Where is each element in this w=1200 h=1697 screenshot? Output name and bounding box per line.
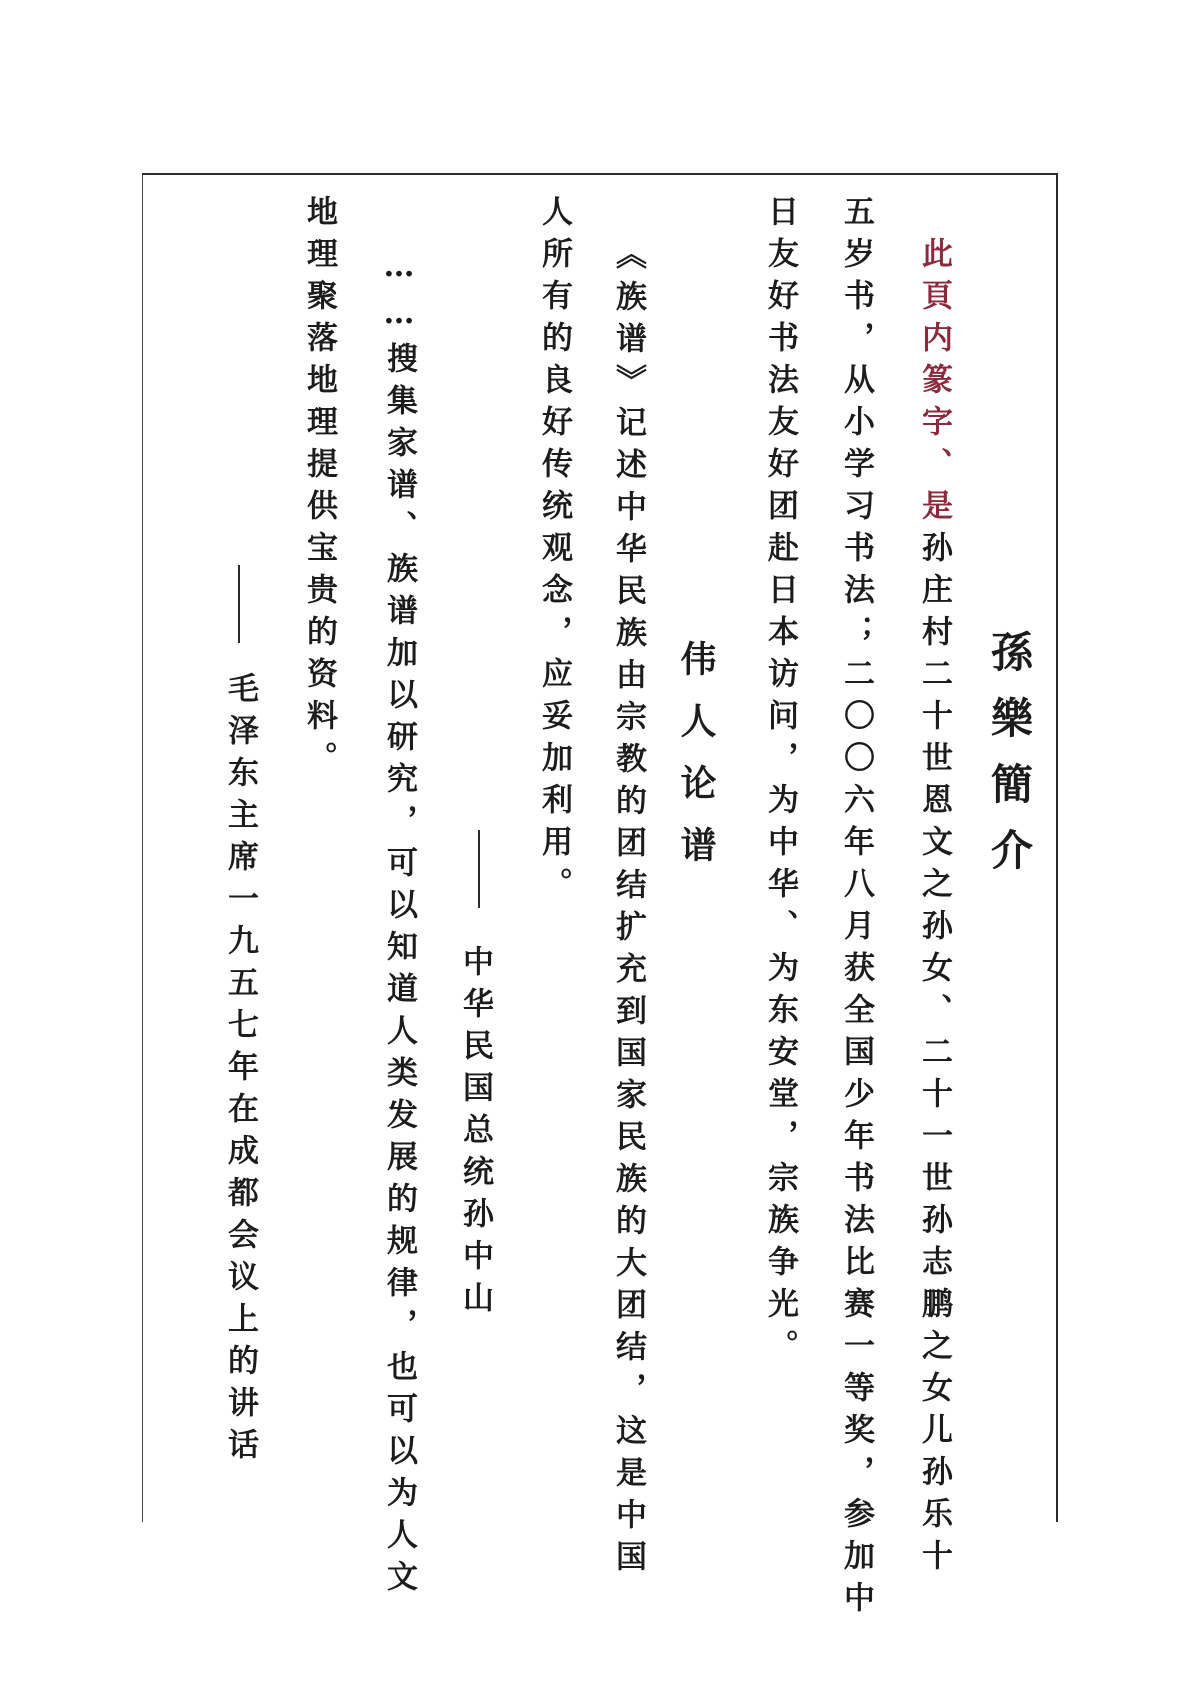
quote2-column-1: ……搜集家谱、族谱加以研究，可以知道人类发展的规律，也可以为人文	[381, 248, 417, 1602]
frame-left-border	[142, 174, 143, 1522]
quote2-attribution: 毛泽东主席一九五七年在成都会议上的讲话	[222, 672, 258, 1470]
quote1-column-2: 人所有的良好传统观念，应妥加利用。	[536, 195, 572, 909]
intro-column-3: 日友好书法友好团赴日本访问，为中华、为东安堂，宗族争光。	[762, 195, 798, 1371]
quote1-attribution: 中华民国总统孙中山	[457, 945, 493, 1323]
intro-red-text: 此頁内篆字、是	[916, 237, 952, 531]
quote2-column-2: 地理聚落地理提供宝贵的资料。	[301, 195, 337, 783]
frame-right-border	[1056, 174, 1058, 1522]
section-heading: 伟人论谱	[675, 640, 717, 888]
frame-top-border	[142, 173, 1058, 175]
quote1-column-1: 《族谱》记述中华民族由宗教的团结扩充到国家民族的大团结，这是中国	[610, 238, 646, 1582]
intro-column-2: 五岁书，从小学习书法；二〇〇六年八月获全国少年书法比赛一等奖，参加中	[838, 195, 874, 1623]
attribution-dash-2	[238, 565, 240, 643]
page-title: 孫樂簡介	[985, 630, 1034, 894]
intro-text: 孙庄村二十世恩文之孙女、二十一世孙志鹏之女儿孙乐十	[916, 531, 952, 1581]
attribution-dash-1	[478, 830, 480, 908]
intro-column-1	[916, 237, 952, 1581]
